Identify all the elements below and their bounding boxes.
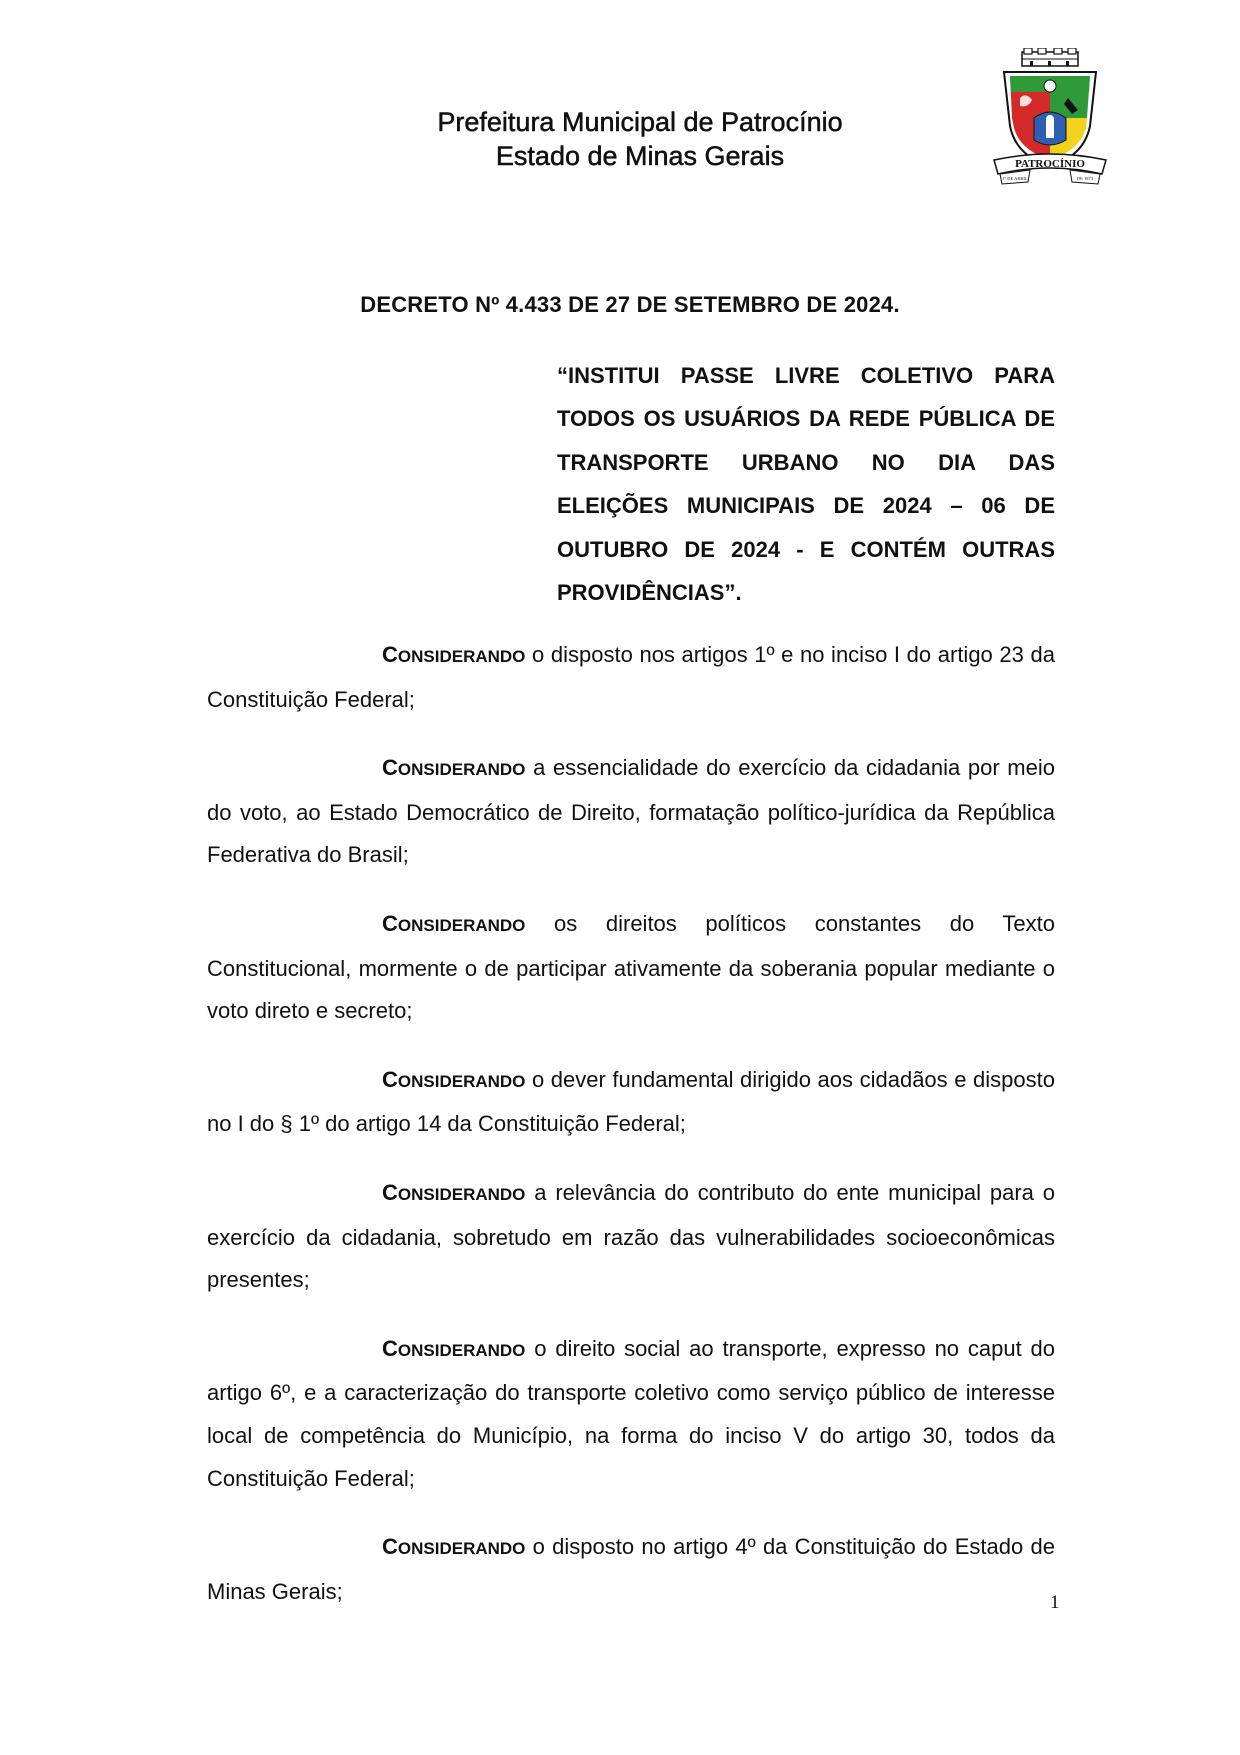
crest-ribbon-right: DE 1873 xyxy=(1076,176,1094,181)
decree-title: DECRETO Nº 4.433 DE 27 DE SETEMBRO DE 2024. xyxy=(360,292,900,317)
considerando-keyword: CONSIDERANDO xyxy=(382,1335,526,1361)
considerando-keyword: CONSIDERANDO xyxy=(382,755,526,781)
municipal-coat-of-arms-icon xyxy=(990,48,1110,188)
paragraph-text: a relevância do contributo do ente municipal para o exercício da cidadania, sobretudo em razão das vulnerabilidades socioeconômicas presentes; xyxy=(207,1179,1055,1293)
paragraph-text: o dever fundamental dirigido aos cidadãos e disposto no I do § 1º do artigo 14 da Constituição Federal; xyxy=(207,1066,1055,1137)
crest-ribbon-left: 1º DE ABRIL xyxy=(1002,176,1028,181)
considerando-keyword: CONSIDERANDO xyxy=(382,642,526,667)
considerando-paragraph xyxy=(207,1059,1055,1146)
considerando-keyword: CONSIDERANDO xyxy=(382,1066,526,1092)
decree-ementa: “INSTITUI PASSE LIVRE COLETIVO PARA TODOS OS USUÁRIOS DA REDE PÚBLICA DE TRANSPORTE URBANO NO DIA DAS ELEIÇÕES MUNICIPAIS DE 2024 – 06 DE OUTUBRO DE 2024 - E CONTÉM OUTRAS PROVIDÊNCIAS”. xyxy=(557,363,1055,606)
header-municipality: Prefeitura Municipal de Patrocínio xyxy=(437,107,843,137)
paragraph-text: os direitos políticos constantes do Texto Constitucional, mormente o de participar ativamente da soberania popular mediante o voto direto e secreto; xyxy=(207,910,1055,1024)
document-header xyxy=(340,105,940,173)
header-state: Estado de Minas Gerais xyxy=(495,141,785,171)
decree-body xyxy=(207,634,1055,1639)
considerando-keyword: CONSIDERANDO xyxy=(382,910,526,936)
considerando-paragraph xyxy=(207,1526,1055,1613)
paragraph-text: a essencialidade do exercício da cidadania por meio do voto, ao Estado Democrático de Direito, formatação político-jurídica da República Federativa do Brasil; xyxy=(207,755,1055,868)
considerando-keyword: CONSIDERANDO xyxy=(382,1534,526,1560)
considerando-paragraph xyxy=(207,634,1055,721)
paragraph-text: o direito social ao transporte, expresso no caput do artigo 6º, e a caracterização do transporte coletivo como serviço público de interesse local de competência do Município, na forma do inciso V do artigo 30, todos da Constituição Federal; xyxy=(207,1335,1055,1491)
page-number: 1 xyxy=(1050,1592,1060,1613)
considerando-paragraph xyxy=(207,747,1055,877)
considerando-paragraph xyxy=(207,1328,1055,1500)
considerando-paragraph xyxy=(207,903,1055,1033)
considerando-keyword: CONSIDERANDO xyxy=(382,1179,526,1205)
crest-banner-text: PATROCÍNIO xyxy=(1015,158,1085,170)
considerando-paragraph xyxy=(207,1172,1055,1302)
paragraph-text: o disposto nos artigos 1º e no inciso I do artigo 23 da Constituição Federal; xyxy=(207,642,1055,712)
paragraph-text: o disposto no artigo 4º da Constituição do Estado de Minas Gerais; xyxy=(207,1534,1055,1604)
